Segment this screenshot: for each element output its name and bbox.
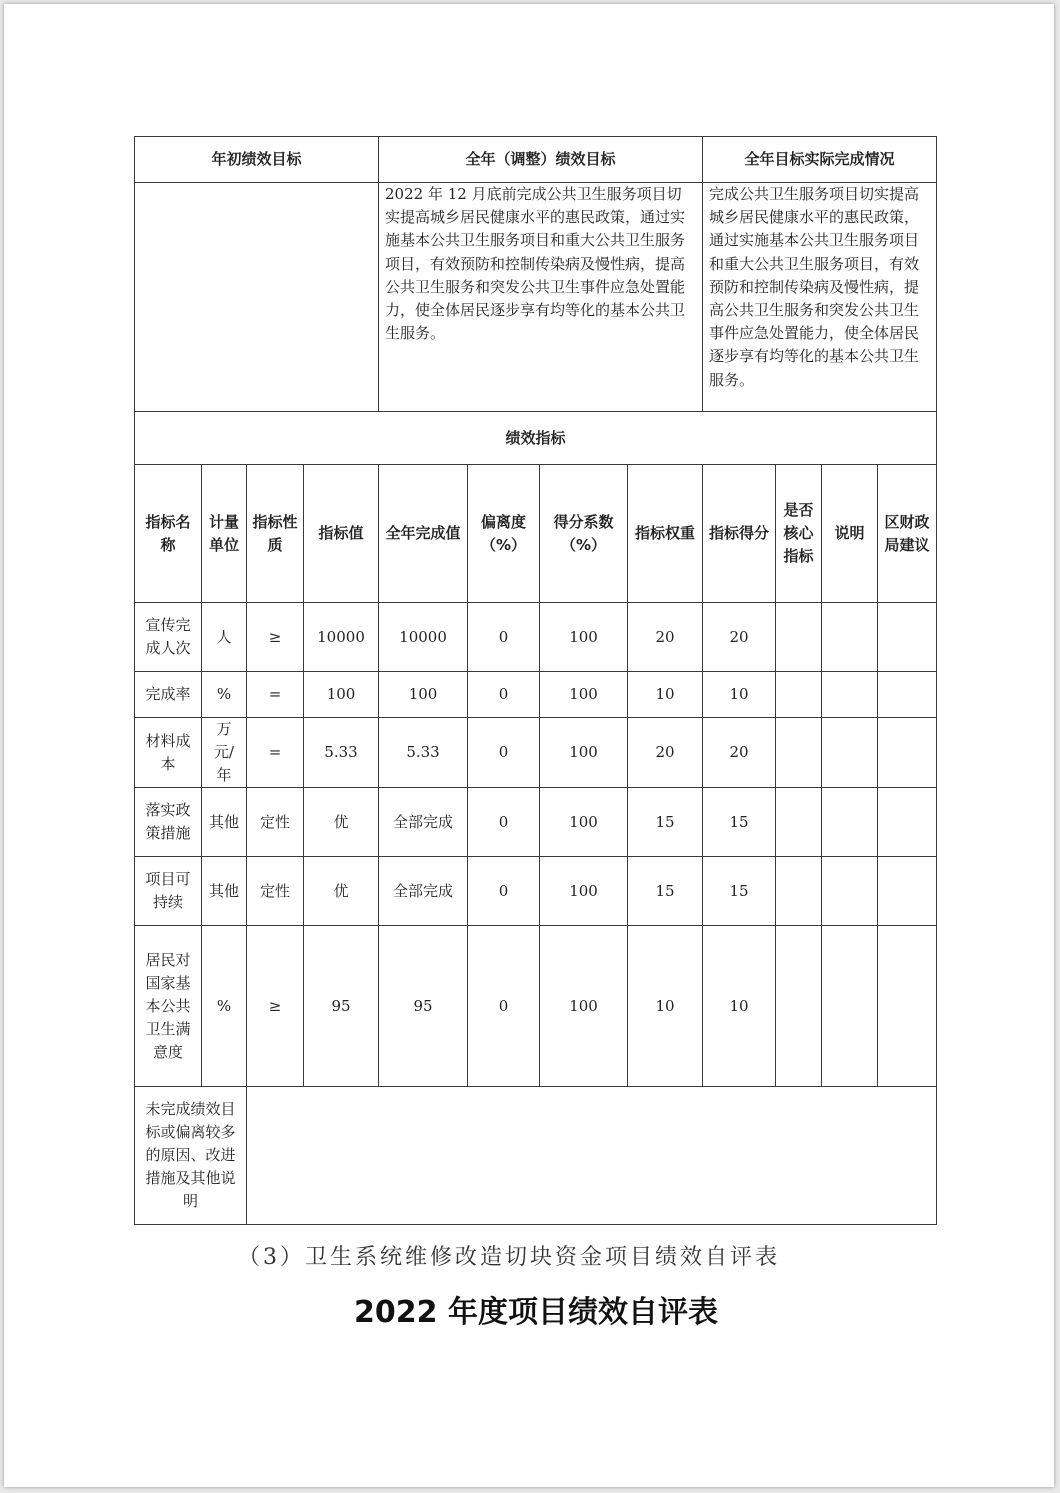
actual-completion-header: 全年目标实际完成情况 <box>703 137 937 183</box>
row-name: 居民对国家基本公共卫生满意度 <box>135 926 202 1087</box>
footer-value <box>247 1087 937 1225</box>
row-actual: 10000 <box>379 603 468 672</box>
initial-target-text <box>135 183 379 412</box>
row-deviation: 0 <box>468 672 540 718</box>
document-page <box>4 4 1054 1487</box>
row-score: 10 <box>703 926 776 1087</box>
row-note <box>822 718 878 788</box>
row-note <box>822 672 878 718</box>
indicators-title-row <box>135 412 937 465</box>
col-indicator-name: 指标名称 <box>135 465 202 603</box>
row-note <box>822 926 878 1087</box>
row-target: 95 <box>304 926 379 1087</box>
row-nature: 定性 <box>247 788 304 857</box>
col-nature: 指标性质 <box>247 465 304 603</box>
row-actual: 5.33 <box>379 718 468 788</box>
row-coef: 100 <box>540 857 628 926</box>
table-row <box>135 788 937 857</box>
col-annual-actual: 全年完成值 <box>379 465 468 603</box>
row-score: 20 <box>703 603 776 672</box>
row-weight: 10 <box>628 926 703 1087</box>
page-title: 2022 年度项目绩效自评表 <box>354 1295 718 1330</box>
row-core <box>776 603 822 672</box>
row-coef: 100 <box>540 718 628 788</box>
row-nature: ≥ <box>247 926 304 1087</box>
target-content-row <box>135 183 937 412</box>
row-coef: 100 <box>540 603 628 672</box>
row-suggest <box>878 718 937 788</box>
target-header-row <box>135 137 937 183</box>
row-coef: 100 <box>540 926 628 1087</box>
row-unit: 其他 <box>202 788 247 857</box>
col-score-coef: 得分系数（%） <box>540 465 628 603</box>
row-target: 优 <box>304 857 379 926</box>
row-nature: = <box>247 718 304 788</box>
row-note <box>822 603 878 672</box>
row-target: 5.33 <box>304 718 379 788</box>
row-actual: 100 <box>379 672 468 718</box>
row-unit: 其他 <box>202 857 247 926</box>
indicators-title: 绩效指标 <box>135 412 937 465</box>
row-deviation: 0 <box>468 788 540 857</box>
row-nature: 定性 <box>247 857 304 926</box>
row-name: 落实政策措施 <box>135 788 202 857</box>
col-weight: 指标权重 <box>628 465 703 603</box>
row-weight: 15 <box>628 788 703 857</box>
row-deviation: 0 <box>468 603 540 672</box>
col-core: 是否核心指标 <box>776 465 822 603</box>
col-score: 指标得分 <box>703 465 776 603</box>
row-deviation: 0 <box>468 926 540 1087</box>
row-core <box>776 926 822 1087</box>
row-score: 20 <box>703 718 776 788</box>
row-weight: 10 <box>628 672 703 718</box>
row-suggest <box>878 672 937 718</box>
row-actual: 全部完成 <box>379 857 468 926</box>
footer-label: 未完成绩效目标或偏离较多的原因、改进措施及其他说明 <box>135 1087 247 1225</box>
col-unit: 计量单位 <box>202 465 247 603</box>
row-unit: 人 <box>202 603 247 672</box>
row-nature: ≥ <box>247 603 304 672</box>
row-score: 15 <box>703 788 776 857</box>
row-suggest <box>878 603 937 672</box>
table-row <box>135 718 937 788</box>
table-row <box>135 926 937 1087</box>
row-weight: 20 <box>628 718 703 788</box>
row-name: 项目可持续 <box>135 857 202 926</box>
adjusted-target-text: 2022 年 12 月底前完成公共卫生服务项目切实提高城乡居民健康水平的惠民政策，通过实施基本公共卫生服务项目和重大公共卫生服务项目，有效预防和控制传染病及慢性病，提高公共卫生服务和突发公共卫生事件应急处置能力，使全体居民逐步享有均等化的基本公共卫生服务。 <box>379 183 703 412</box>
row-target: 优 <box>304 788 379 857</box>
col-target-value: 指标值 <box>304 465 379 603</box>
row-deviation: 0 <box>468 718 540 788</box>
row-actual: 95 <box>379 926 468 1087</box>
row-target: 10000 <box>304 603 379 672</box>
row-core <box>776 857 822 926</box>
row-unit: 万元/年 <box>202 718 247 788</box>
row-score: 10 <box>703 672 776 718</box>
section-subtitle: （3）卫生系统维修改造切块资金项目绩效自评表 <box>238 1245 780 1270</box>
row-coef: 100 <box>540 788 628 857</box>
row-score: 15 <box>703 857 776 926</box>
actual-completion-text: 完成公共卫生服务项目切实提高城乡居民健康水平的惠民政策，通过实施基本公共卫生服务项目和重大公共卫生服务项目，有效预防和控制传染病及慢性病，提高公共卫生服务和突发公共卫生事件应急处置能力，使全体居民逐步享有均等化的基本公共卫生服务。 <box>703 183 937 412</box>
indicator-column-header-row <box>135 465 937 603</box>
row-note <box>822 788 878 857</box>
col-suggestion: 区财政局建议 <box>878 465 937 603</box>
row-unit: % <box>202 672 247 718</box>
row-suggest <box>878 788 937 857</box>
row-weight: 20 <box>628 603 703 672</box>
row-weight: 15 <box>628 857 703 926</box>
table-row <box>135 603 937 672</box>
row-deviation: 0 <box>468 857 540 926</box>
row-nature: = <box>247 672 304 718</box>
row-note <box>822 857 878 926</box>
row-suggest <box>878 926 937 1087</box>
row-target: 100 <box>304 672 379 718</box>
footer-row <box>135 1087 937 1225</box>
row-unit: % <box>202 926 247 1087</box>
col-note: 说明 <box>822 465 878 603</box>
adjusted-target-header: 全年（调整）绩效目标 <box>379 137 703 183</box>
row-coef: 100 <box>540 672 628 718</box>
row-actual: 全部完成 <box>379 788 468 857</box>
table-row <box>135 857 937 926</box>
table-row <box>135 672 937 718</box>
performance-table <box>134 136 937 1225</box>
row-name: 材料成本 <box>135 718 202 788</box>
row-name: 完成率 <box>135 672 202 718</box>
initial-target-header: 年初绩效目标 <box>135 137 379 183</box>
row-name: 宣传完成人次 <box>135 603 202 672</box>
col-deviation: 偏离度（%） <box>468 465 540 603</box>
row-suggest <box>878 857 937 926</box>
row-core <box>776 672 822 718</box>
row-core <box>776 718 822 788</box>
row-core <box>776 788 822 857</box>
